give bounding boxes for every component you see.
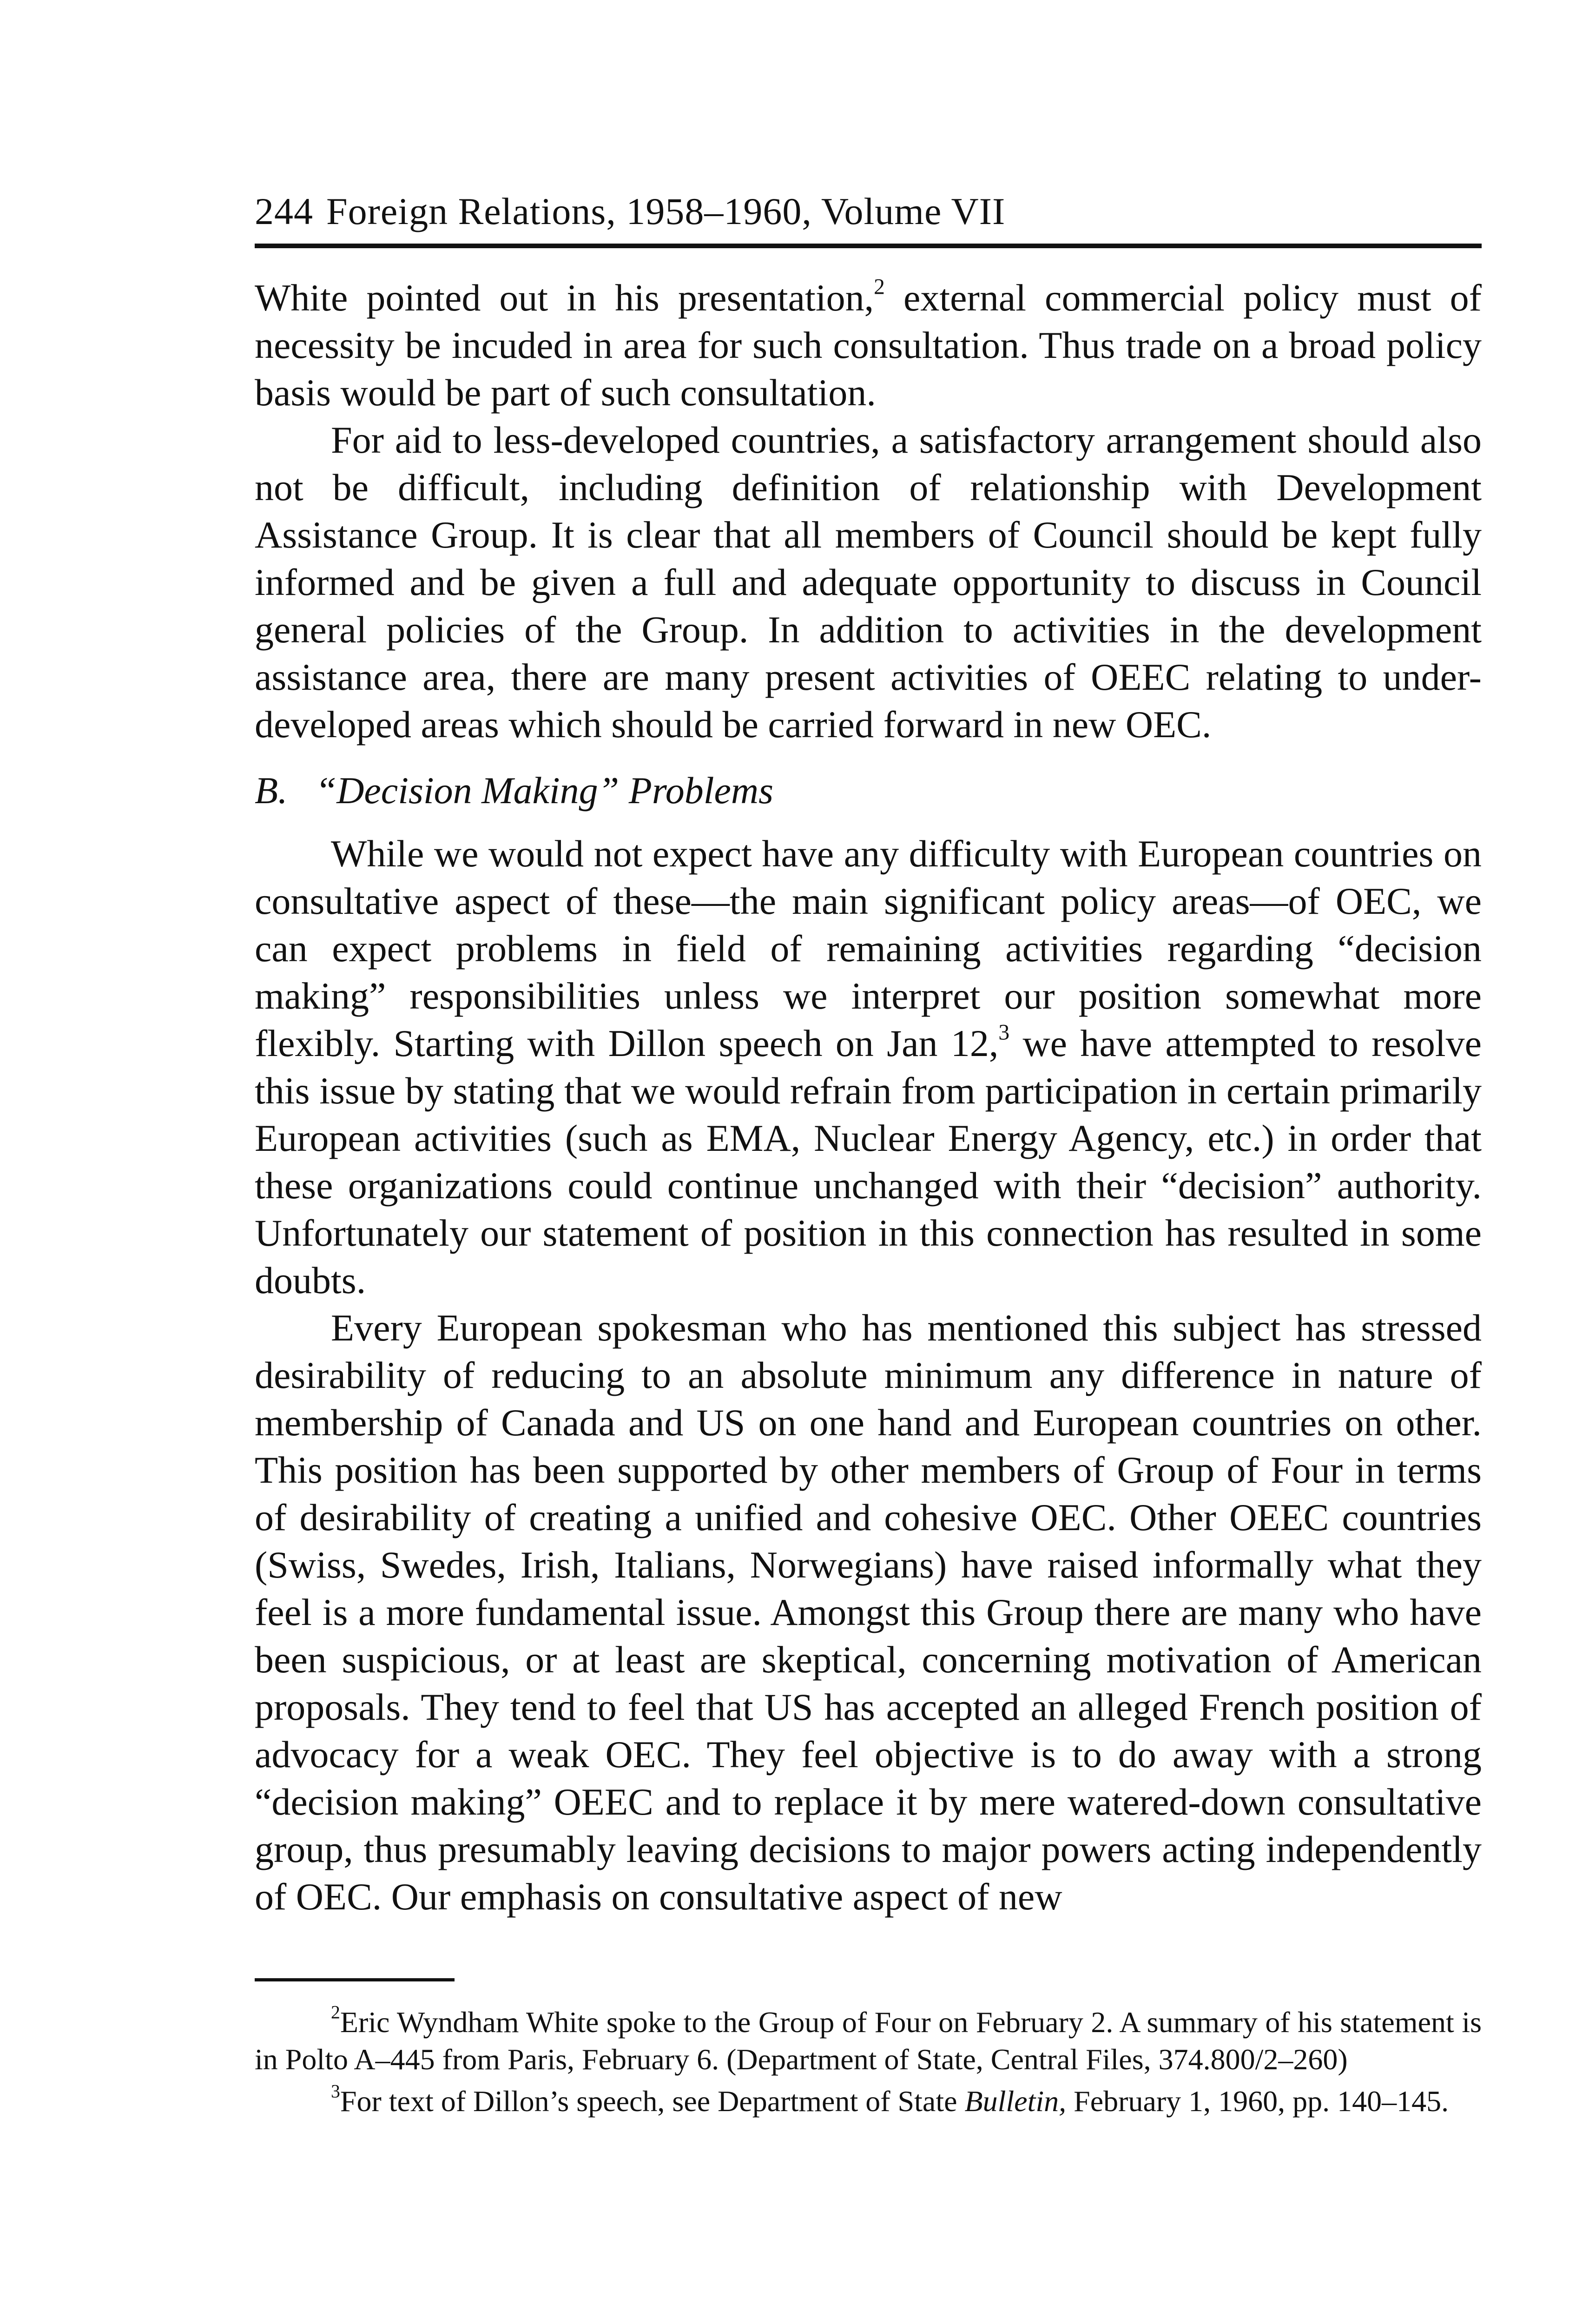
paragraph-european-spokesmen: Every European spokesman who has mentioned this subject has stressed desirability of reducing to an absolute minimum any difference in nature of membership of Canada and US on one hand and European countries on other. This position has been supported by other members of Group of Four in terms of desirability of creating a unified and cohesive OEC. Other OEEC countries (Swiss, Swedes, Irish, Italians, Norwegians) have raised informally what they feel is a more fundamental issue. Amongst this Group there are many who have been suspicious, or at least are skeptical, concerning motivation of American proposals. They tend to feel that US has accepted an alleged French position of advocacy for a weak OEC. They feel objective is to do away with a strong “decision making” OEEC and to replace it by mere watered-down consultative group, thus presumably leaving decisions to major powers acting independently of OEC. Our emphasis on consultative aspect of new [255, 1307, 1482, 1918]
running-header [255, 186, 1482, 248]
page-number: 244 [255, 190, 313, 232]
paragraph-aid-less-developed: For aid to less-developed countries, a satisfactory arrangement should also not be difficult, including definition of relationship with Development Assistance Group. It is clear that all members of Council should be kept fully informed and be given a full and adequate opportunity to discuss in Council general policies of the Group. In addition to activities in the development assistance area, there are many present activities of OEEC relating to under-developed areas which should be carried forward in new OEC. [255, 419, 1482, 746]
paragraph-text: While we would not expect have any difficulty with European countries on consultative aspect of these—the main significant policy areas—of OEC, we can expect problems in field of remaining activities regarding “decision making” responsibilities unless we interpret our position somewhat more flexibly. Starting with Dillon speech on Jan 12, [255, 832, 1482, 1064]
publication-title: Bulletin, [964, 2085, 1067, 2118]
footnote-divider [255, 1978, 455, 1981]
paragraph-text: we have attempted to resolve this issue by stating that we would refrain from participation in certain primarily European activities (such as EMA, Nuclear Energy Agency, etc.) in order that these organizations could continue unchanged with their “decision” authority. Unfortunately our statement of position in this connection has resulted in some doubts. [255, 1022, 1482, 1301]
footnote-3 [255, 2083, 1482, 2120]
paragraph-decision-making [255, 830, 1482, 1304]
paragraph-trade-consultation [255, 274, 1482, 416]
footnote-text: February 1, 1960, pp. 140–145. [1066, 2085, 1449, 2118]
footnote-ref-3: 3 [998, 1020, 1010, 1045]
footnote-ref-2: 2 [874, 275, 885, 299]
section-letter: B. [255, 769, 288, 812]
paragraph-text: White pointed out in his presentation, [255, 277, 874, 319]
footnote-2 [255, 2004, 1482, 2078]
volume-title: Foreign Relations, 1958–1960, Volume VII [326, 190, 1006, 232]
footnote-mark: 2 [331, 2002, 340, 2023]
section-heading-b [255, 767, 1482, 814]
section-title: “Decision Making” Problems [315, 769, 774, 812]
paragraph-text: external commercial policy must of necessity be incuded in area for such consultation. Thus trade on a broad policy basis would be part of such consultation. [255, 277, 1482, 414]
document-page [255, 186, 1482, 2125]
footnote-mark: 3 [331, 2081, 340, 2102]
footnote-text: For text of Dillon’s speech, see Department of State [340, 2085, 965, 2118]
footnote-text: Eric Wyndham White spoke to the Group of Four on February 2. A summary of his statement is in Polto A–445 from Paris, February 6. (Department of State, Central Files, 374.800/2–260) [255, 2006, 1482, 2076]
